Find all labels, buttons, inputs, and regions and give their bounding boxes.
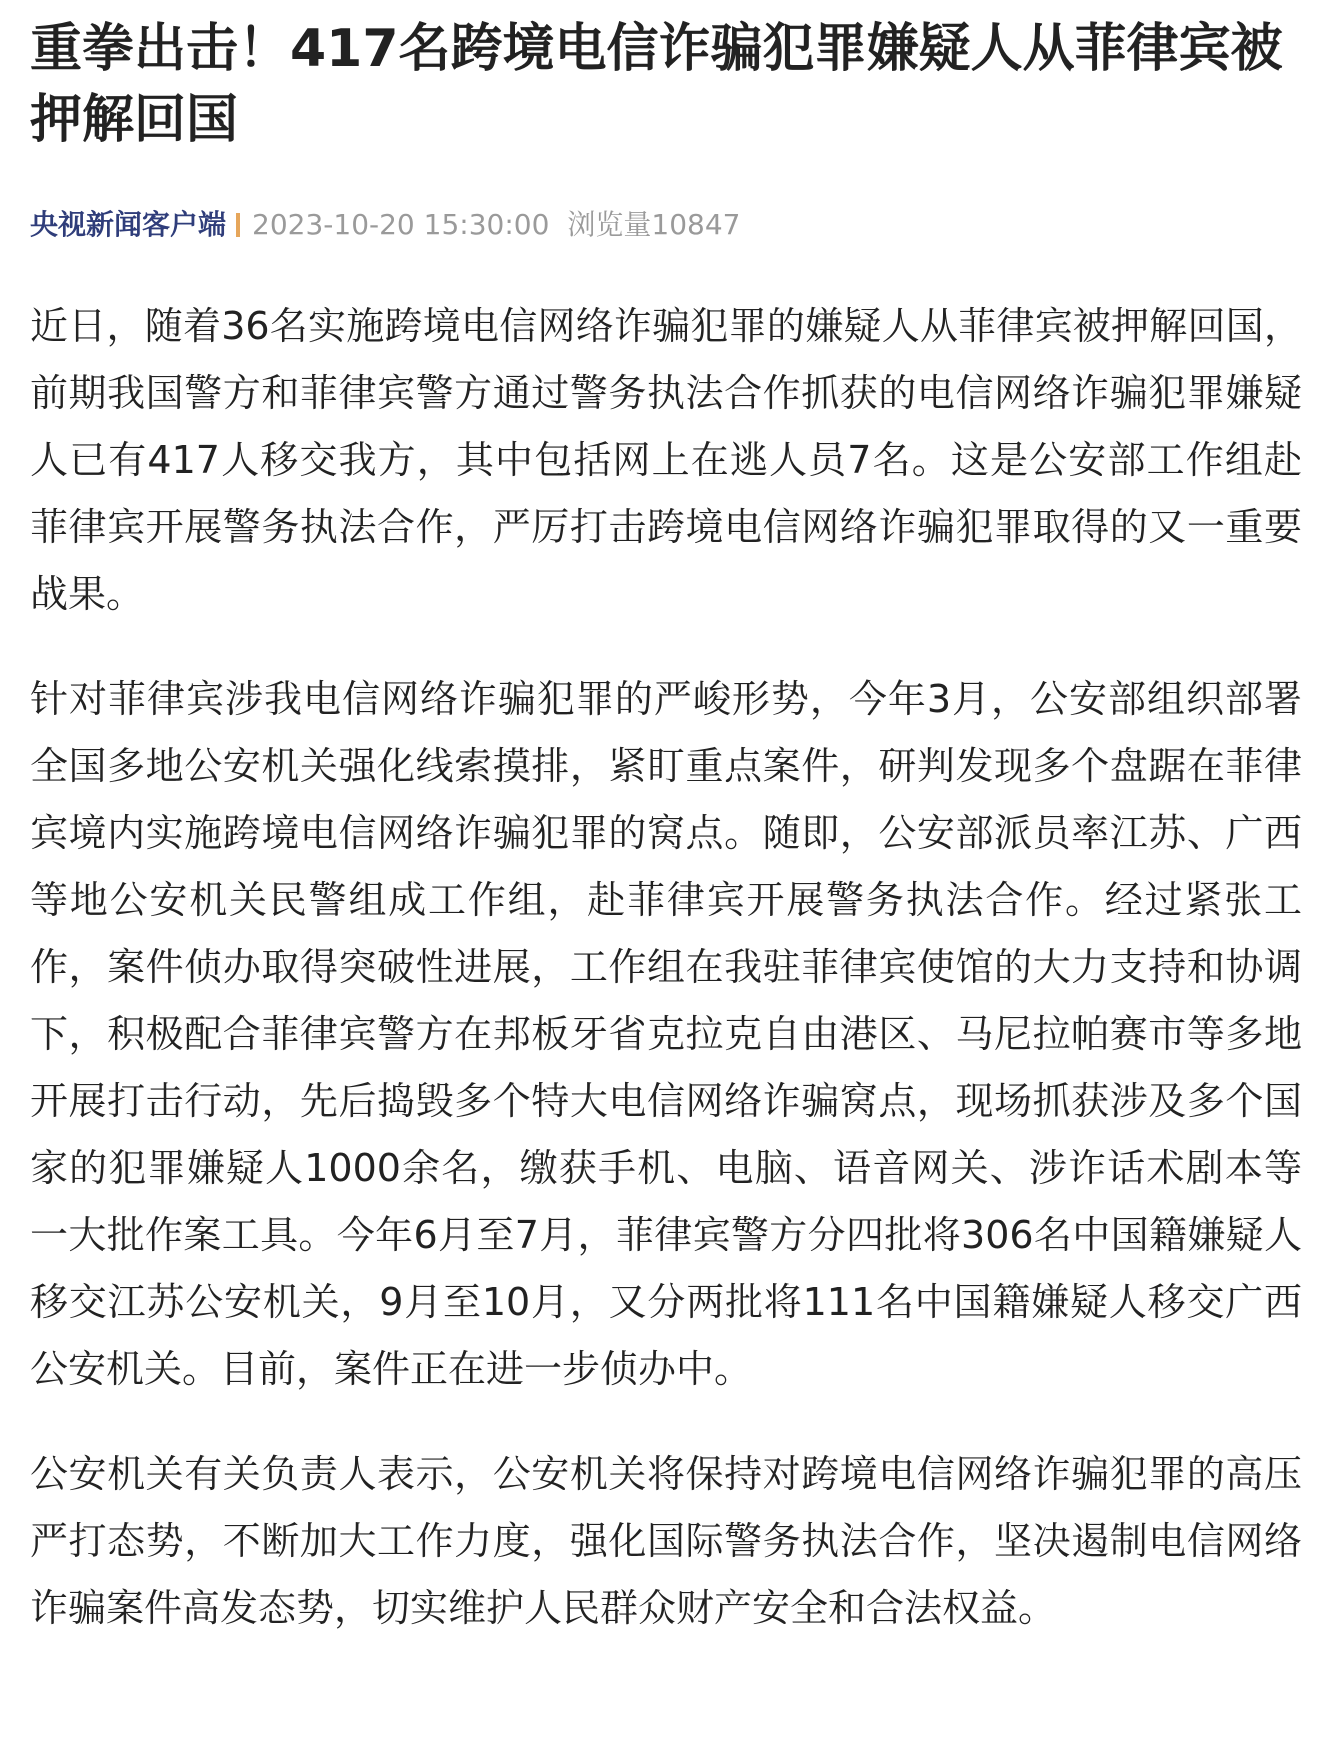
article-paragraph: 针对菲律宾涉我电信网络诈骗犯罪的严峻形势，今年3月，公安部组织部署全国多地公安机关强化线索摸排，紧盯重点案件，研判发现多个盘踞在菲律宾境内实施跨境电信网络诈骗犯罪的窝点。随即，公安部派员率江苏、广西等地公安机关民警组成工作组，赴菲律宾开展警务执法合作。经过紧张工作，案件侦办取得突破性进展，工作组在我驻菲律宾使馆的大力支持和协调下，积极配合菲律宾警方在邦板牙省克拉克自由港区、马尼拉帕赛市等多地开展打击行动，先后捣毁多个特大电信网络诈骗窝点，现场抓获涉及多个国家的犯罪嫌疑人1000余名，缴获手机、电脑、语音网关、涉诈话术剧本等一大批作案工具。今年6月至7月，菲律宾警方分四批将306名中国籍嫌疑人移交江苏公安机关，9月至10月，又分两批将111名中国籍嫌疑人移交广西公安机关。目前，案件正在进一步侦办中。 — [30, 677, 1302, 1391]
article-paragraph: 近日，随着36名实施跨境电信网络诈骗犯罪的嫌疑人从菲律宾被押解回国，前期我国警方和菲律宾警方通过警务执法合作抓获的电信网络诈骗犯罪嫌疑人已有417人移交我方，其中包括网上在逃人员7名。这是公安部工作组赴菲律宾开展警务执法合作，严厉打击跨境电信网络诈骗犯罪取得的又一重要战果。 — [30, 304, 1302, 616]
source-link[interactable]: 央视新闻客户端 — [30, 208, 227, 241]
article-body — [30, 293, 1302, 1642]
view-count: 浏览量10847 — [567, 208, 741, 241]
publish-datetime: 2023-10-20 15:30:00 — [252, 208, 550, 241]
meta-divider — [236, 213, 240, 237]
article-paragraph: 公安机关有关负责人表示，公安机关将保持对跨境电信网络诈骗犯罪的高压严打态势，不断加大工作力度，强化国际警务执法合作，坚决遏制电信网络诈骗案件高发态势，切实维护人民群众财产安全和合法权益。 — [30, 1452, 1302, 1630]
article-meta — [30, 205, 1302, 245]
article-title: 重拳出击！417名跨境电信诈骗犯罪嫌疑人从菲律宾被押解回国 — [30, 19, 1283, 150]
